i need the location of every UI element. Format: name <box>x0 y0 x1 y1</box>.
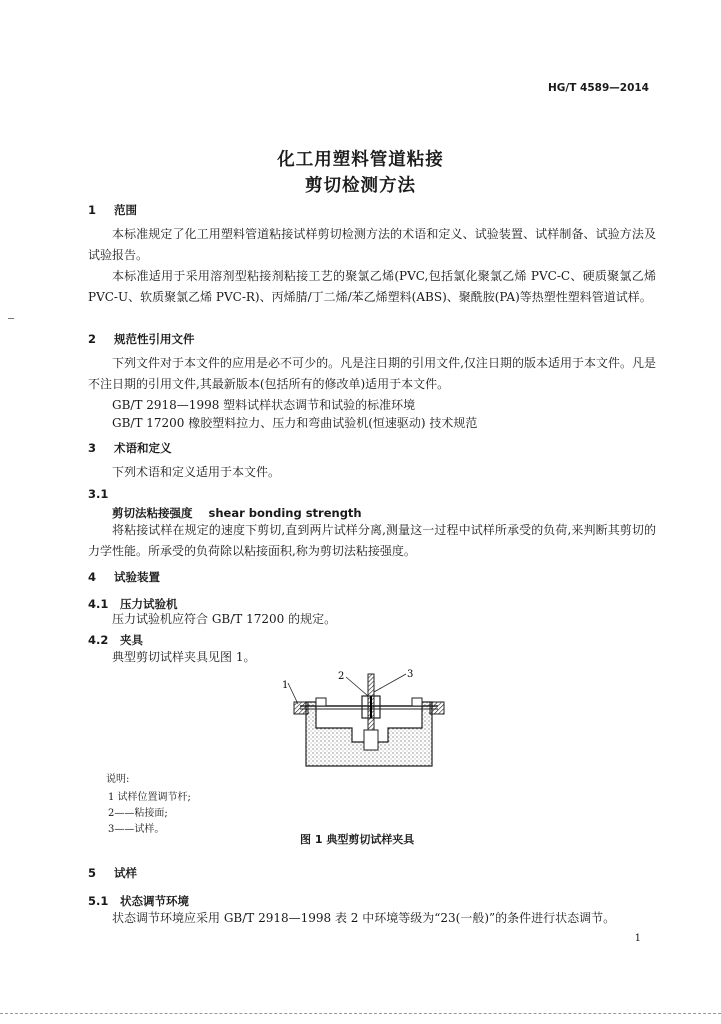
subsection-title: 状态调节环境 <box>120 894 189 908</box>
margin-tick <box>8 318 14 319</box>
section-number: 3 <box>88 441 97 455</box>
subsection-5-1-text: 状态调节环境应采用 GB/T 2918—1998 表 2 中环境等级为“23(一般)”的条件进行状态调节。 <box>112 911 616 925</box>
section-number: 2 <box>88 332 97 346</box>
subsection-3-1-number: 3.1 <box>88 487 109 501</box>
section-1-paragraph-1: 本标准规定了化工用塑料管道粘接试样剪切检测方法的术语和定义、试验装置、试样制备、试验方法及试验报告。 <box>88 227 656 262</box>
standard-number: HG/T 4589—2014 <box>547 82 649 94</box>
section-3-paragraph-1: 下列术语和定义适用于本文件。 <box>112 465 281 479</box>
document-title-line1: 化工用塑料管道粘接 <box>277 150 444 170</box>
section-title: 术语和定义 <box>114 441 172 455</box>
term-definition: 将粘接试样在规定的速度下剪切,直到两片试样分离,测量这一过程中试样所承受的负荷,来判断其剪切的力学性能。所承受的负荷除以粘接面积,称为剪切法粘接强度。 <box>88 523 656 558</box>
legend-item-2: 2——粘接面; <box>108 808 168 819</box>
reference-gb-t-17200: GB/T 17200 橡胶塑料拉力、压力和弯曲试验机(恒速驱动) 技术规范 <box>112 416 478 430</box>
left-adjustment-knob <box>294 702 308 714</box>
section-number: 1 <box>88 203 97 217</box>
subsection-title: 夹具 <box>120 633 143 647</box>
term-heading <box>112 505 362 521</box>
subsection-5-1-heading <box>88 893 189 909</box>
callout-1: 1 <box>282 680 289 691</box>
section-title: 范围 <box>114 203 137 217</box>
section-1-paragraph-2: 本标准适用于采用溶剂型粘接剂粘接工艺的聚氯乙烯(PVC,包括氯化聚氯乙烯 PVC-C、硬质聚氯乙烯 PVC-U、软质聚氯乙烯 PVC-R)、丙烯腈/丁二烯/苯乙烯塑料(ABS)、聚酰胺(PA)等热塑性塑料管道试样。 <box>88 269 656 304</box>
legend-item-3: 3——试样。 <box>108 824 165 835</box>
callout-3: 3 <box>407 669 414 680</box>
section-3-heading <box>88 440 172 456</box>
page-number: 1 <box>634 933 641 944</box>
section-1-heading <box>88 202 137 218</box>
callout-1-leader <box>288 683 298 704</box>
section-4-heading <box>88 569 160 585</box>
right-clamp-block <box>412 698 422 706</box>
page-bottom-edge <box>0 1013 721 1015</box>
section-2-paragraph-1: 下列文件对于本文件的应用是必不可少的。凡是注日期的引用文件,仅注日期的版本适用于本文件。凡是不注日期的引用文件,其最新版本(包括所有的修改单)适用于本文件。 <box>88 356 656 391</box>
right-adjustment-knob <box>430 702 444 714</box>
section-2-heading <box>88 331 195 347</box>
legend-title: 说明: <box>106 774 130 785</box>
section-title: 规范性引用文件 <box>114 332 195 346</box>
section-number: 4 <box>88 570 97 584</box>
section-title: 试样 <box>114 866 137 880</box>
callout-3-leader <box>374 674 406 692</box>
reference-gb-t-2918: GB/T 2918—1998 塑料试样状态调节和试验的标准环境 <box>112 398 416 412</box>
shear-fixture-figure <box>276 668 456 772</box>
term-chinese: 剪切法粘接强度 <box>112 506 193 520</box>
term-english: shear bonding strength <box>208 506 362 520</box>
left-clamp-block <box>316 698 326 706</box>
subsection-4-1-text: 压力试验机应符合 GB/T 17200 的规定。 <box>112 612 337 626</box>
section-number: 5 <box>88 866 97 880</box>
legend-item-1: 1 试样位置调节杆; <box>108 792 191 803</box>
callout-2: 2 <box>338 671 345 682</box>
lower-post <box>364 730 378 750</box>
section-title: 试验装置 <box>114 570 160 584</box>
subsection-4-2-text: 典型剪切试样夹具见图 1。 <box>112 650 256 664</box>
callout-2-leader <box>346 677 368 696</box>
subsection-4-2-heading <box>88 632 143 648</box>
subsection-number: 4.1 <box>88 597 109 611</box>
document-title-line2: 剪切检测方法 <box>305 176 416 196</box>
subsection-number: 5.1 <box>88 894 109 908</box>
figure-caption: 图 1 典型剪切试样夹具 <box>300 833 415 846</box>
subsection-number: 4.2 <box>88 633 109 647</box>
subsection-title: 压力试验机 <box>120 597 178 611</box>
section-5-heading <box>88 865 137 881</box>
